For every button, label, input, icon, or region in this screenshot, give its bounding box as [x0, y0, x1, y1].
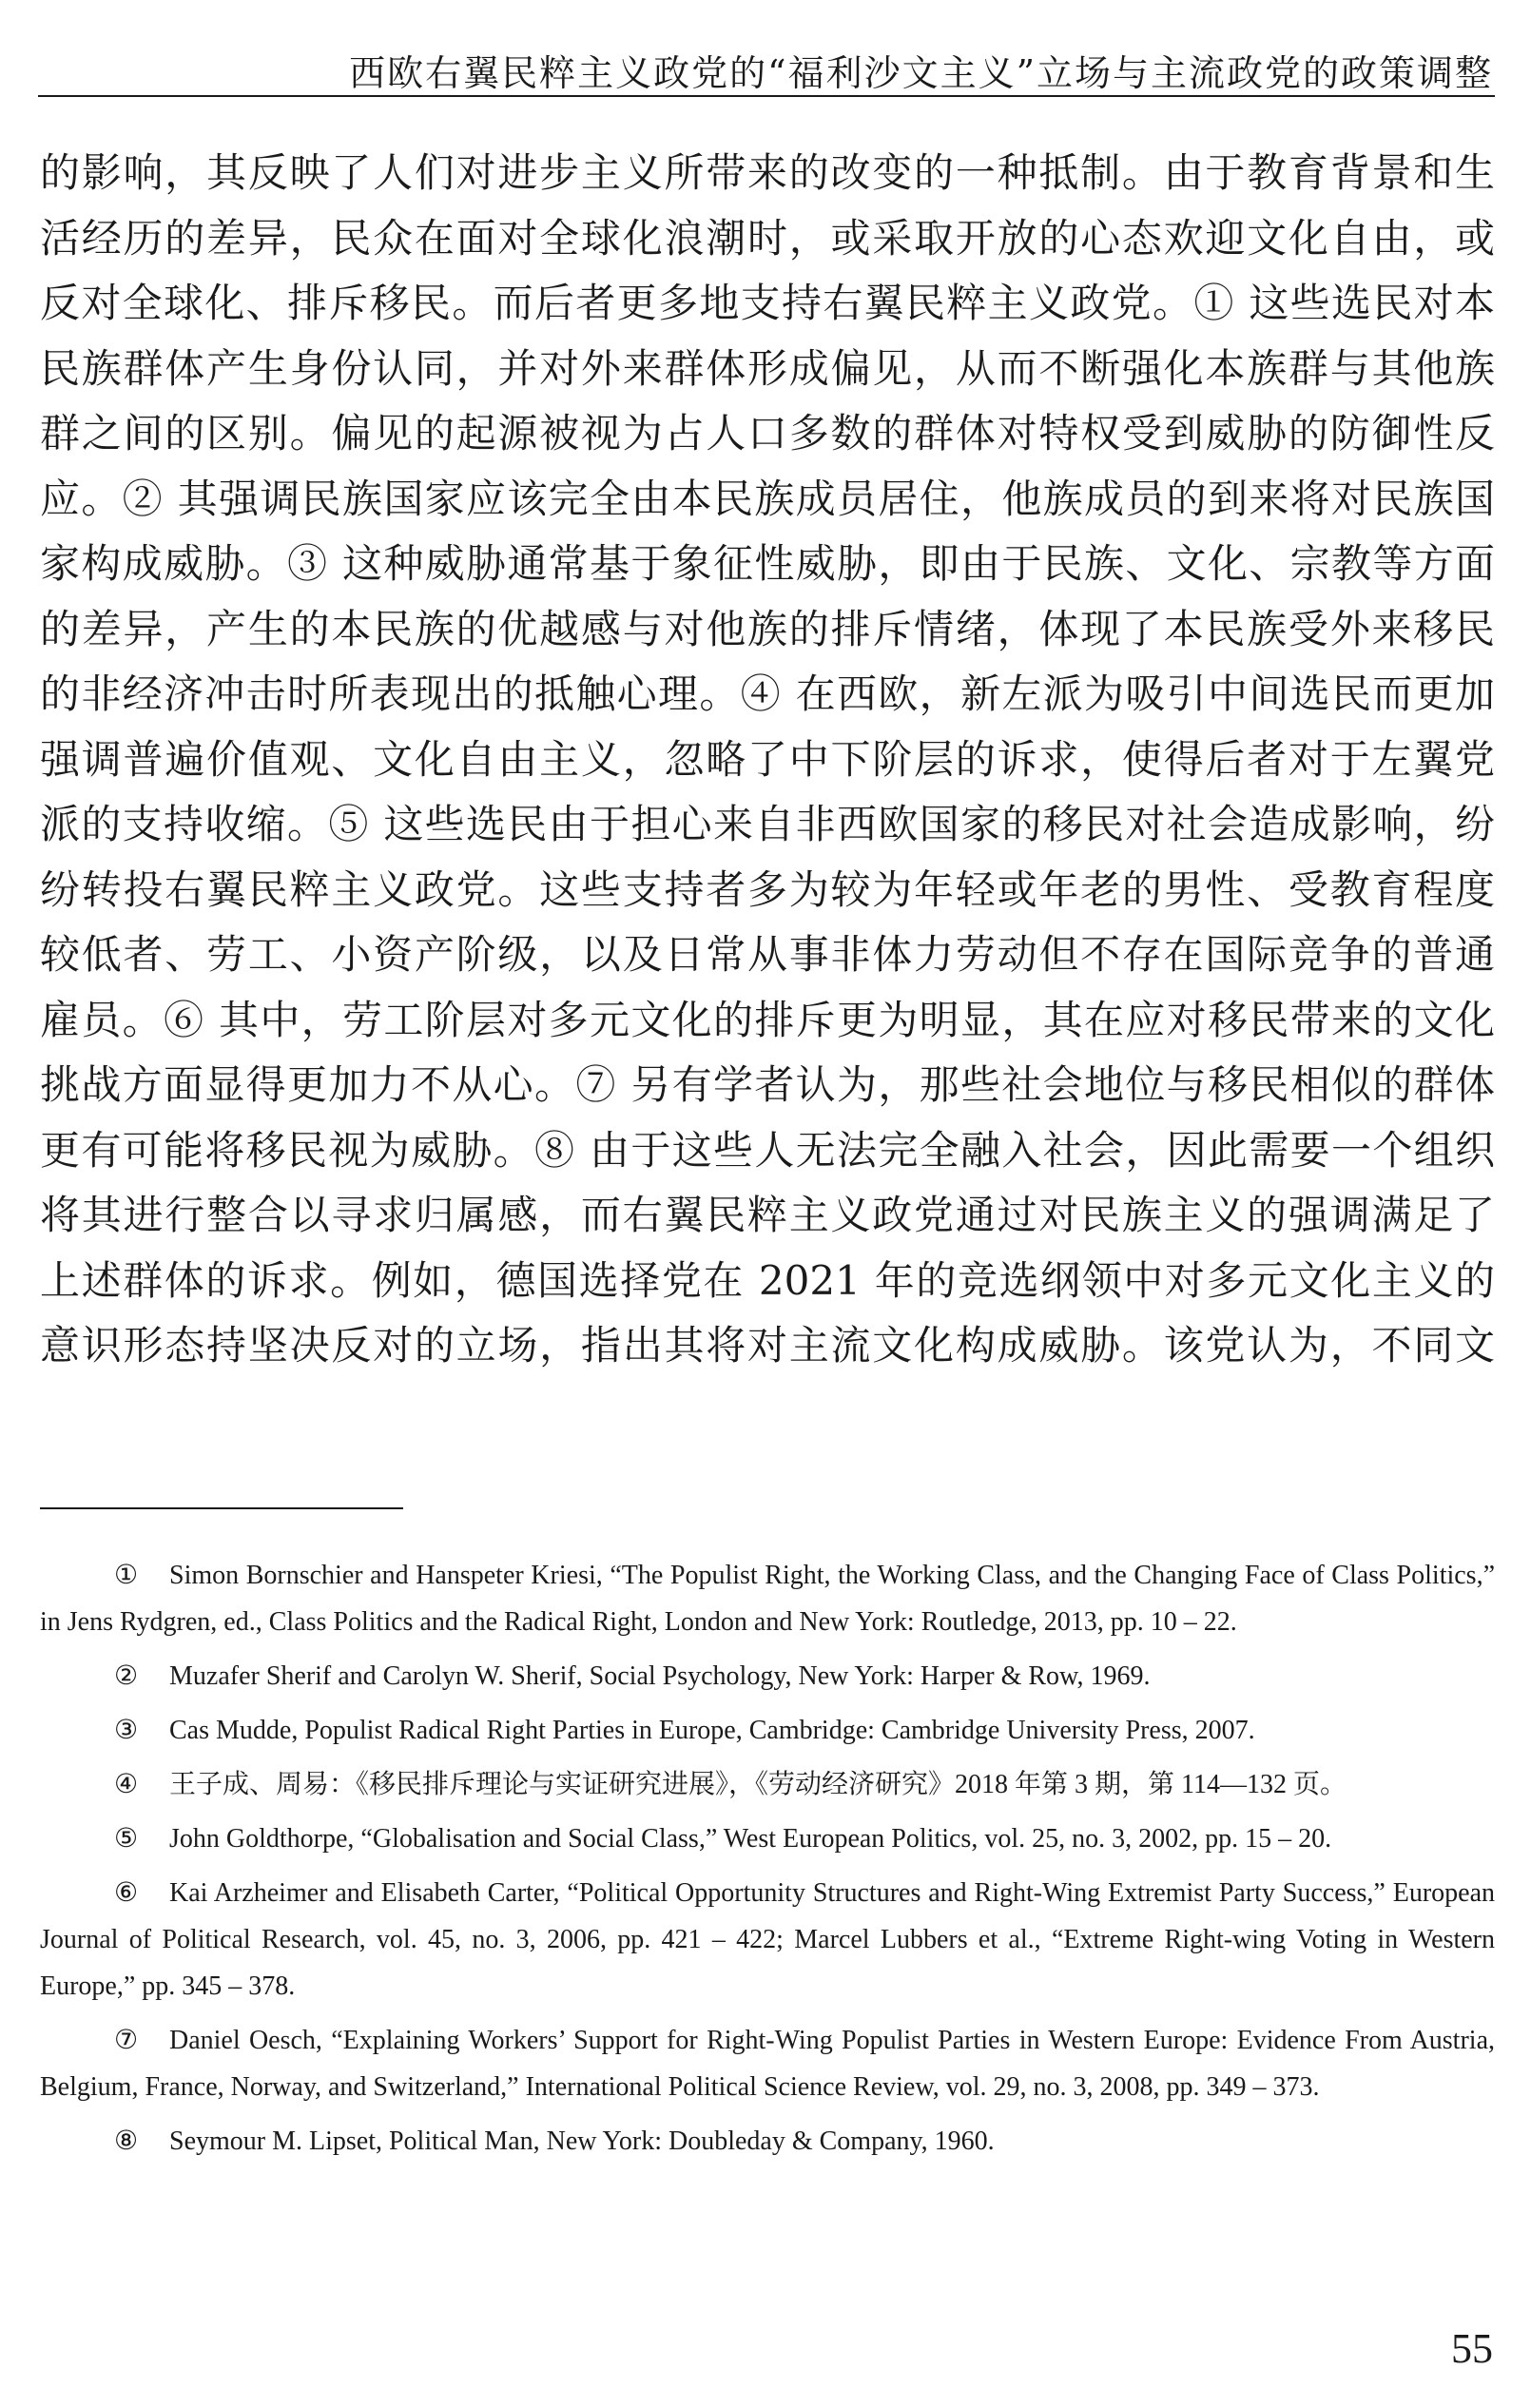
body-line: 活经历的差异，民众在面对全球化浪潮时，或采取开放的心态欢迎文化自由，或	[40, 214, 1495, 262]
footnote-divider	[40, 1507, 403, 1509]
body-line: 挑战方面显得更加力不从心。⑦ 另有学者认为，那些社会地位与移民相似的群体	[40, 1061, 1495, 1108]
footnote-number: ②	[114, 1661, 139, 1691]
footnote-text: Daniel Oesch, “Explaining Workers’ Support for Right-Wing Populist Parties in Western Europe: Evidence From Austria, Belgium, France, Norway, and Switzerland,” International Political Science Review, vol. 29, no. 3, 2008, pp. 349 – 373.	[40, 2026, 1495, 2102]
footnote	[40, 1707, 1495, 1754]
body-line: 应。② 其强调民族国家应该完全由本民族成员居住，他族成员的到来将对民族国	[40, 475, 1495, 522]
body-line: 较低者、劳工、小资产阶级，以及日常从事非体力劳动但不存在国际竞争的普通	[40, 931, 1495, 978]
body-line: 群之间的区别。偏见的起源被视为占人口多数的群体对特权受到威胁的防御性反	[40, 410, 1495, 456]
footnote	[40, 1761, 1495, 1808]
footnote-number: ⑧	[114, 2126, 139, 2156]
body-line: 将其进行整合以寻求归属感，而右翼民粹主义政党通过对民族主义的强调满足了	[40, 1192, 1495, 1238]
footnote-number: ①	[114, 1561, 139, 1590]
body-line: 雇员。⑥ 其中，劳工阶层对多元文化的排斥更为明显，其在应对移民带来的文化	[40, 996, 1495, 1043]
body-line: 纷转投右翼民粹主义政党。这些支持者多为较为年轻或年老的男性、受教育程度	[40, 865, 1495, 913]
footnote-number: ⑥	[114, 1878, 139, 1908]
running-header-title: 西欧右翼民粹主义政党的“福利沙文主义”立场与主流政党的政策调整	[349, 52, 1493, 94]
footnote-number: ⑤	[114, 1824, 139, 1854]
body-line: 强调普遍价值观、文化自由主义，忽略了中下阶层的诉求，使得后者对于左翼党	[40, 735, 1495, 783]
main-body-text	[40, 141, 1495, 1379]
footnote-number: ③	[114, 1716, 139, 1745]
footnote-text: 王子成、周易：《移民排斥理论与实证研究进展》，《劳动经济研究》2018 年第 3 期，第 114—132 页。	[169, 1770, 1347, 1799]
footnote-text: Seymour M. Lipset, Political Man, New York: Doubleday & Company, 1960.	[169, 2126, 995, 2156]
footnote	[40, 1653, 1495, 1699]
footnote	[40, 1552, 1495, 1645]
body-line: 上述群体的诉求。例如，德国选择党在 2021 年的竞选纲领中对多元文化主义的	[40, 1256, 1495, 1304]
footnote	[40, 2118, 1495, 2165]
footnote-text: Muzafer Sherif and Carolyn W. Sherif, Social Psychology, New York: Harper & Row, 1969.	[169, 1661, 1151, 1691]
body-line: 派的支持收缩。⑤ 这些选民由于担心来自非西欧国家的移民对社会造成影响，纷	[40, 801, 1495, 847]
body-line: 的差异，产生的本民族的优越感与对他族的排斥情绪，体现了本民族受外来移民	[40, 605, 1495, 652]
page-number: 55	[1451, 2325, 1493, 2372]
footnote	[40, 1816, 1495, 1862]
footnote-number: ⑦	[114, 2026, 139, 2055]
body-line: 的非经济冲击时所表现出的抵触心理。④ 在西欧，新左派为吸引中间选民而更加	[40, 670, 1495, 717]
footnote-text: Kai Arzheimer and Elisabeth Carter, “Political Opportunity Structures and Right-Wing Extremist Party Success,” European Journal of Political Research, vol. 45, no. 3, 2006, pp. 421 – 422; Marcel Lubbers et al., “Extreme Right-wing Voting in Western Europe,” pp. 345 – 378.	[40, 1878, 1495, 2001]
footnote-text: Cas Mudde, Populist Radical Right Parties in Europe, Cambridge: Cambridge University Press, 2007.	[169, 1716, 1255, 1745]
footnote-number: ④	[114, 1770, 139, 1799]
footnote-text: Simon Bornschier and Hanspeter Kriesi, “The Populist Right, the Working Class, and the Changing Face of Class Politics,” in Jens Rydgren, ed., Class Politics and the Radical Right, London and New York: Routledge, 2013, pp. 10 – 22.	[40, 1561, 1495, 1637]
header-divider	[38, 95, 1495, 97]
footnote	[40, 1870, 1495, 2010]
body-line: 反对全球化、排斥移民。而后者更多地支持右翼民粹主义政党。① 这些选民对本	[40, 280, 1495, 326]
body-line: 意识形态持坚决反对的立场，指出其将对主流文化构成威胁。该党认为，不同文	[40, 1322, 1495, 1369]
body-line: 家构成威胁。③ 这种威胁通常基于象征性威胁，即由于民族、文化、宗教等方面	[40, 540, 1495, 587]
footnote-text: John Goldthorpe, “Globalisation and Social Class,” West European Politics, vol. 25, no. 3, 2002, pp. 15 – 20.	[169, 1824, 1332, 1854]
footnote	[40, 2017, 1495, 2110]
body-line: 民族群体产生身份认同，并对外来群体形成偏见，从而不断强化本族群与其他族	[40, 344, 1495, 392]
footnotes	[40, 1552, 1495, 2172]
body-line: 更有可能将移民视为威胁。⑧ 由于这些人无法完全融入社会，因此需要一个组织	[40, 1126, 1495, 1174]
body-line: 的影响，其反映了人们对进步主义所带来的改变的一种抵制。由于教育背景和生	[40, 149, 1495, 196]
